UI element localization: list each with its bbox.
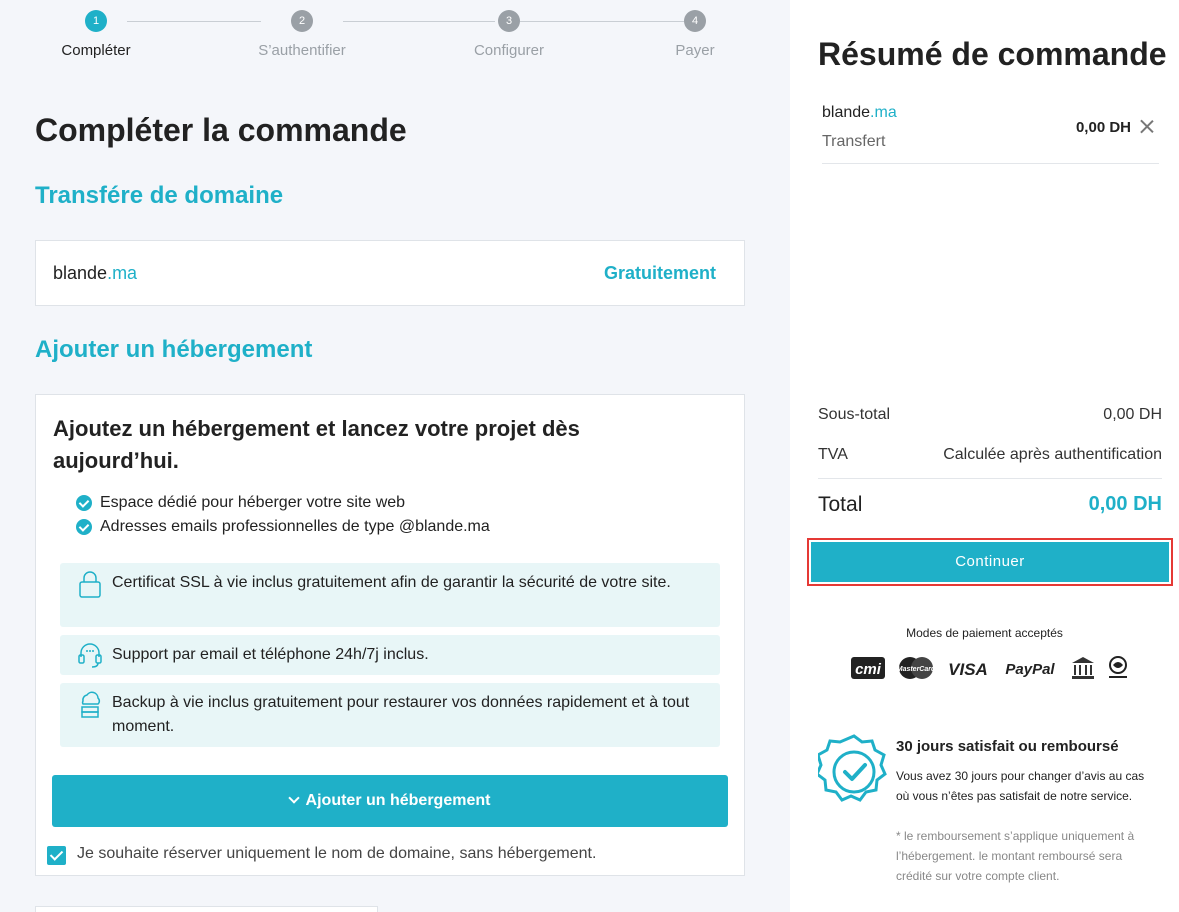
domain-name — [53, 263, 137, 284]
step-authenticate[interactable] — [247, 10, 357, 59]
subtotal-value: 0,00 DH — [1103, 406, 1162, 423]
feature-text: Support par email et téléphone 24h/7j inclus. — [112, 646, 429, 663]
hosting-section-title: Ajouter un hébergement — [35, 336, 313, 363]
svg-text:PayPal: PayPal — [1005, 661, 1055, 678]
step-label: Compléter — [61, 42, 131, 59]
total-value: 0,00 DH — [1088, 493, 1162, 515]
domain-card — [35, 240, 745, 306]
add-hosting-label: Ajouter un hébergement — [305, 792, 491, 809]
check-circle-icon — [76, 519, 92, 535]
tax-value: Calculée après authentification — [943, 446, 1162, 463]
feature-ssl — [60, 563, 720, 627]
step-pay[interactable] — [665, 10, 725, 59]
step-number: 3 — [498, 10, 520, 32]
subtotal-label: Sous-total — [818, 406, 891, 423]
step-complete[interactable] — [51, 10, 141, 59]
domain-only-checkbox[interactable] — [47, 845, 596, 863]
svg-text:MasterCard: MasterCard — [896, 666, 936, 673]
tax-row — [818, 446, 1162, 464]
hosting-check-item — [76, 494, 405, 512]
guarantee-badge-icon — [818, 732, 890, 808]
tax-label: TVA — [818, 446, 848, 463]
bank-icon — [1070, 654, 1096, 682]
remove-item-icon[interactable] — [1139, 118, 1155, 134]
lock-icon — [78, 571, 102, 599]
guarantee-text: Vous avez 30 jours pour changer d’avis au cas où vous n’êtes pas satisfait de notre service. — [896, 769, 1145, 803]
svg-text:VISA: VISA — [948, 660, 988, 679]
guarantee-note: * le remboursement s’applique uniquement à l’hébergement. le montant remboursé sera crédité sur votre compte client. — [896, 829, 1135, 883]
cloud-backup-icon — [78, 691, 102, 719]
paypal-logo — [998, 654, 1062, 682]
step-number: 4 — [684, 10, 706, 32]
step-label: S’authentifier — [258, 42, 346, 59]
stepper-line — [127, 21, 261, 22]
add-hosting-button[interactable] — [52, 775, 728, 827]
continue-button[interactable]: Continuer — [811, 542, 1169, 582]
feature-backup — [60, 683, 720, 747]
chevron-down-icon — [288, 792, 299, 803]
feature-support — [60, 635, 720, 675]
step-configure[interactable] — [459, 10, 559, 59]
item-price: 0,00 DH — [1075, 119, 1131, 136]
check-item-text: Espace dédié pour héberger votre site web — [100, 494, 406, 511]
step-number: 2 — [291, 10, 313, 32]
step-number: 1 — [85, 10, 107, 32]
guarantee-title: 30 jours satisfait ou remboursé — [896, 738, 1119, 755]
visa-logo — [946, 654, 990, 682]
divider — [818, 478, 1162, 479]
feature-text: Backup à vie inclus gratuitement pour restaurer vos données rapidement et à tout moment. — [112, 694, 690, 735]
step-label: Payer — [675, 42, 715, 59]
domain-section-title: Transfére de domaine — [35, 182, 284, 209]
cmi-logo — [850, 654, 886, 682]
item-domain-label: blande — [822, 104, 871, 121]
check-circle-icon — [76, 495, 92, 511]
step-label: Configurer — [473, 42, 545, 59]
item-domain-tld: .ma — [870, 104, 897, 121]
total-row — [818, 493, 1162, 517]
item-domain-name — [822, 104, 897, 122]
checkout-stepper — [35, 10, 715, 70]
mastercard-logo — [896, 654, 936, 682]
total-label: Total — [818, 493, 863, 516]
payment-logos — [850, 654, 1140, 684]
payment-methods-title: Modes de paiement acceptés — [906, 626, 1063, 640]
domain-price: Gratuitement — [603, 263, 716, 283]
order-summary — [790, 0, 1179, 912]
summary-line-item — [822, 104, 1159, 164]
domain-label: blande — [53, 263, 108, 283]
hosting-check-item — [76, 518, 490, 536]
subtotal-row — [818, 406, 1162, 424]
summary-title: Résumé de commande — [818, 36, 1167, 72]
next-card-edge — [35, 906, 378, 912]
check-item-text: Adresses emails professionnelles de type @blande.ma — [100, 518, 490, 535]
hosting-heading: Ajoutez un hébergement et lancez votre projet dès aujourd’hui. — [53, 416, 580, 473]
domain-only-label: Je souhaite réserver uniquement le nom de domaine, sans hébergement. — [77, 845, 597, 862]
hosting-card — [35, 394, 745, 876]
page-title: Compléter la commande — [35, 112, 407, 148]
feature-text: Certificat SSL à vie inclus gratuitement afin de garantir la sécurité de votre site. — [112, 574, 671, 591]
domain-tld: .ma — [107, 263, 138, 283]
headset-icon — [78, 641, 102, 669]
continue-button-frame — [807, 538, 1173, 586]
svg-text:cmi: cmi — [855, 661, 881, 678]
barid-icon — [1104, 654, 1132, 682]
item-type: Transfert — [822, 133, 886, 150]
checkbox-checked-icon[interactable] — [47, 846, 66, 865]
